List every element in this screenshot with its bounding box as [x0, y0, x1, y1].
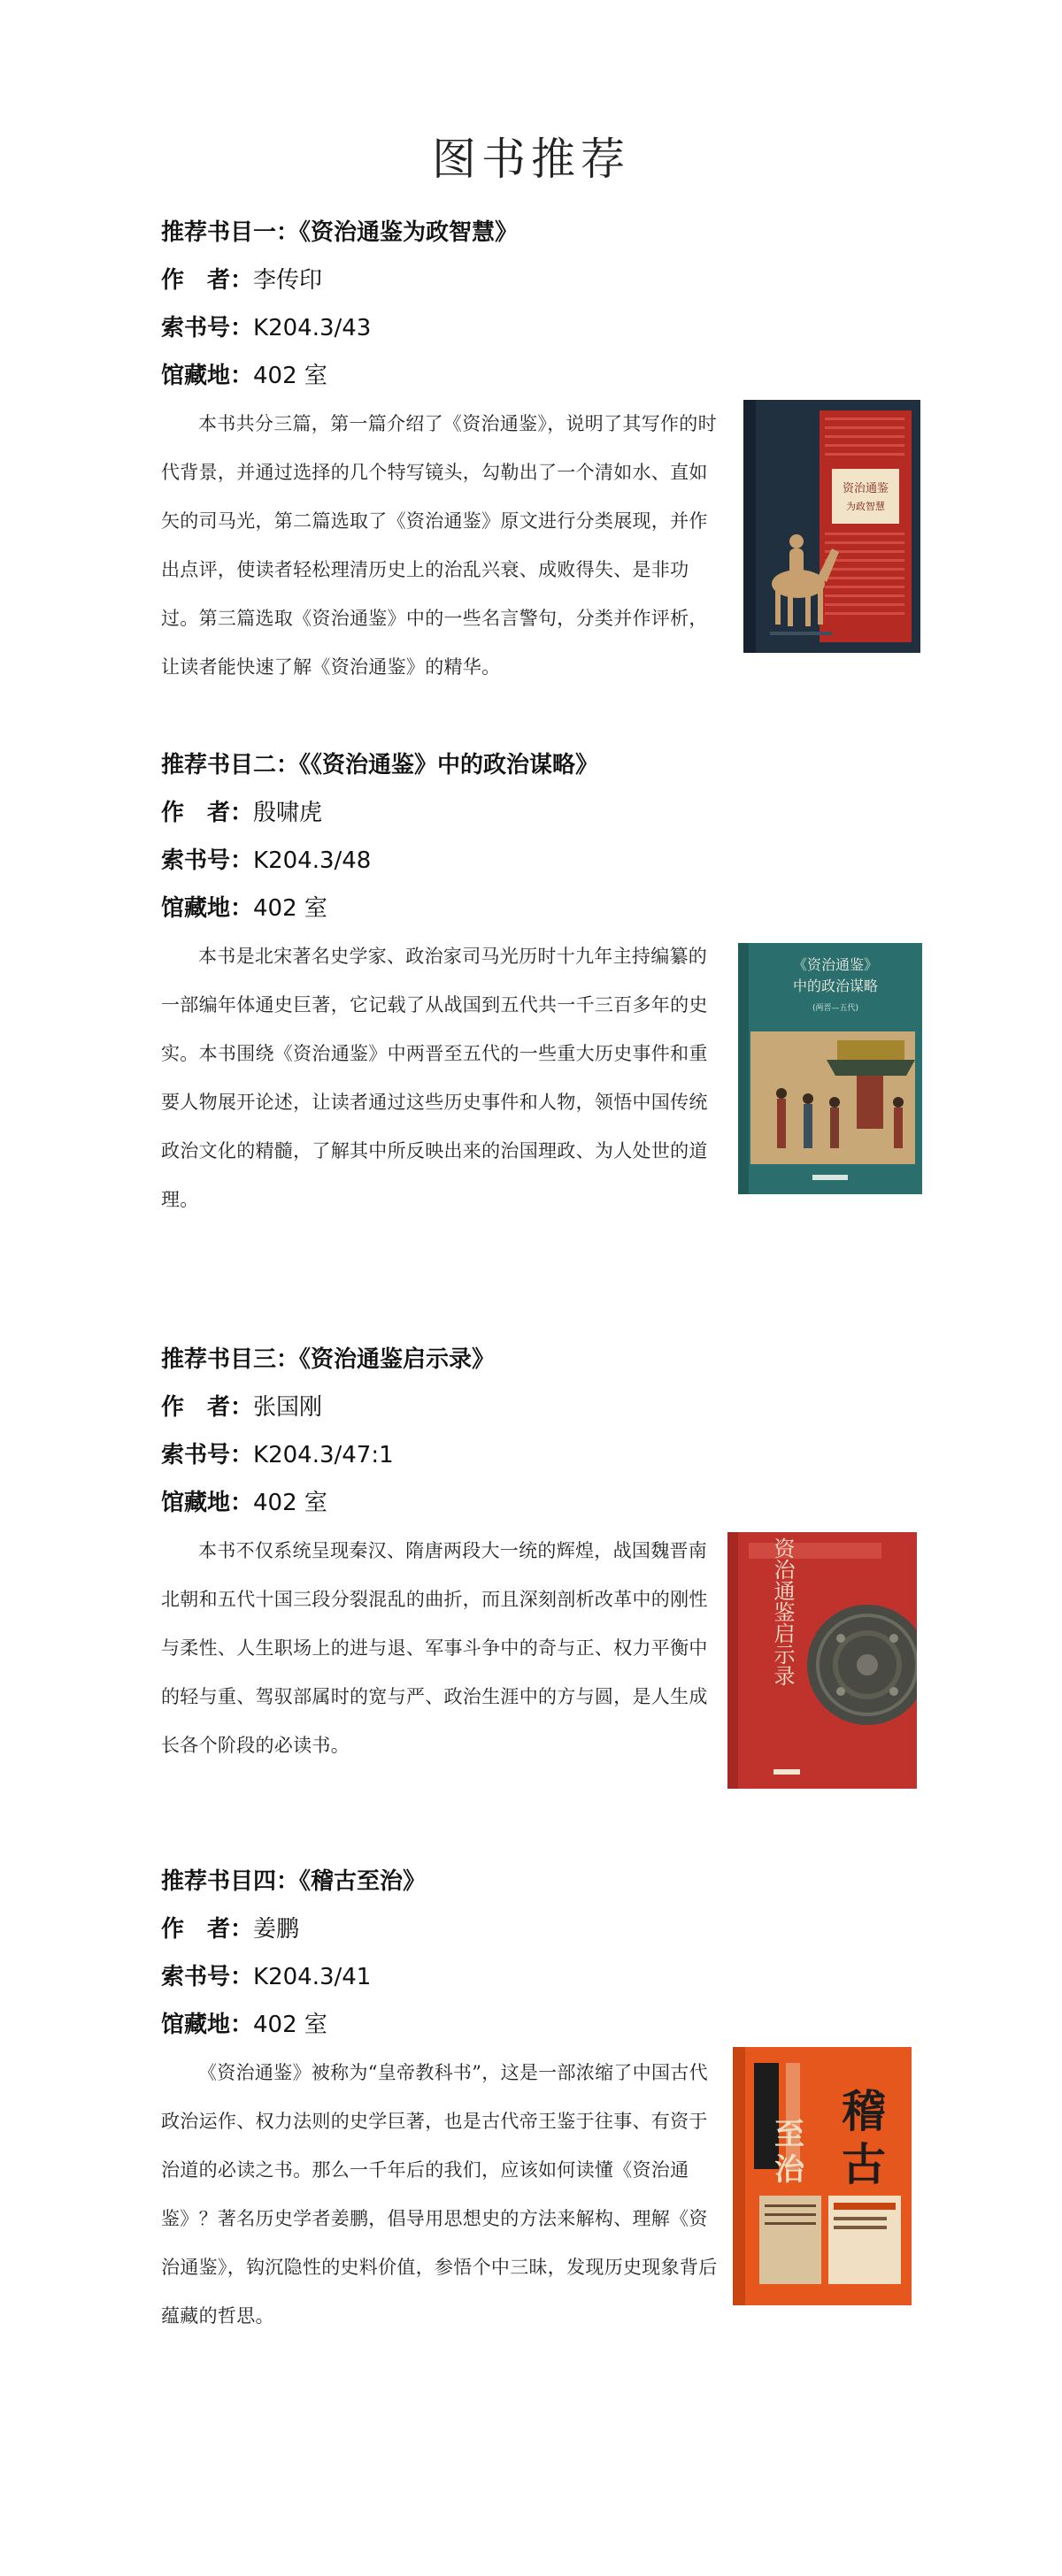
cover-title-line1: 资治通鉴 [842, 482, 889, 495]
call-number-label: 索书号： [161, 1442, 254, 1468]
location-value: 402 室 [253, 1490, 327, 1516]
cover-title-line1: 《资治通鉴》 [792, 956, 879, 973]
book-description: 本书是北宋著名史学家、政治家司马光历时十九年主持编纂的一部编年体通史巨著，它记载了从战国到五代共一千三百多年的史实。本书围绕《资治通鉴》中两晋至五代的一些重大历史事件和重要人物展开论述，让读者通过这些历史事件和人物，领悟中国传统政治文化的精髓，了解其中所反映出来的治国理政、为人处世的道理。 [161, 946, 708, 1210]
location-value: 402 室 [253, 363, 327, 389]
author-value: 张国刚 [253, 1394, 323, 1421]
call-number-label: 索书号： [161, 315, 254, 341]
location-label: 馆藏地： [161, 1490, 254, 1516]
page-title: 图书推荐 [432, 134, 630, 185]
author-value: 姜鹏 [253, 1916, 300, 1943]
book-heading: 推荐书目二：《《资治通鉴》中的政治谋略》 [161, 752, 599, 778]
call-number-line [161, 304, 922, 352]
book-description: 《资治通鉴》被称为“皇帝教科书”，这是一部浓缩了中国古代政治运作、权力法则的史学巨著，也是古代帝王鉴于往事、有资于治道的必读之书。那么一千年后的我们，应该如何读懂《资治通鉴》？著名历史学者姜鹏，倡导用思想史的方法来解构、理解《资治通鉴》，钩沉隐性的史料价值，参悟个中三昧，发现历史现象背后蕴藏的哲思。 [161, 2062, 718, 2327]
cover-char-4: 治 [774, 2152, 804, 2188]
location-value: 402 室 [253, 2012, 327, 2038]
book-entry-3 [161, 1336, 922, 1756]
location-value: 402 室 [253, 895, 327, 922]
cover-title-line2: 中的政治谋略 [792, 978, 879, 994]
book-entry-4 [161, 1858, 922, 2327]
author-label: 作 者： [161, 267, 254, 294]
author-line [161, 1905, 922, 1953]
author-line [161, 1384, 922, 1431]
cover-subtitle: (两晋—五代) [812, 1004, 859, 1013]
book-description: 本书不仅系统呈现秦汉、隋唐两段大一统的辉煌，战国魏晋南北朝和五代十国三段分裂混乱的曲折，而且深刻剖析改革中的刚性与柔性、人生职场上的进与退、军事斗争中的奇与正、权力平衡中的轻与重、驾驭部属时的宽与严、政治生涯中的方与圆，是人生成长各个阶段的必读书。 [161, 1540, 708, 1756]
author-line [161, 257, 922, 304]
cover-title-line2: 为政智慧 [846, 501, 885, 512]
book-cover-image [743, 400, 920, 653]
location-label: 馆藏地： [161, 2012, 254, 2038]
cover-title: 资治通鉴启示录 [770, 1537, 795, 1686]
location-label: 馆藏地： [161, 363, 254, 389]
cover-char-1: 稽 [842, 2085, 886, 2137]
call-number-value: K204.3/43 [253, 315, 372, 341]
author-value: 李传印 [253, 267, 323, 294]
call-number-value: K204.3/48 [253, 847, 372, 874]
call-number-line [161, 837, 922, 885]
book-heading: 推荐书目一：《资治通鉴为政智慧》 [161, 219, 519, 246]
call-number-line [161, 1953, 922, 2001]
book-cover-image [733, 2047, 912, 2305]
cover-char-3: 至 [774, 2117, 804, 2152]
call-number-line [161, 1431, 922, 1479]
book-entry-1 [161, 209, 922, 678]
location-label: 馆藏地： [161, 895, 254, 922]
author-label: 作 者： [161, 800, 254, 826]
call-number-value: K204.3/41 [253, 1964, 372, 1990]
book-cover-image [738, 943, 922, 1194]
book-entry-2 [161, 741, 922, 1210]
location-line [161, 352, 922, 400]
call-number-label: 索书号： [161, 1964, 254, 1990]
book-heading: 推荐书目三：《资治通鉴启示录》 [161, 1346, 496, 1373]
author-label: 作 者： [161, 1394, 254, 1421]
location-line [161, 2001, 922, 2049]
call-number-value: K204.3/47:1 [253, 1442, 394, 1468]
book-cover-image [727, 1532, 917, 1789]
location-line [161, 1479, 922, 1527]
author-label: 作 者： [161, 1916, 254, 1943]
author-value: 殷啸虎 [253, 800, 323, 826]
book-heading: 推荐书目四：《稽古至治》 [161, 1868, 427, 1895]
location-line [161, 885, 922, 932]
cover-char-2: 古 [842, 2138, 886, 2190]
book-description: 本书共分三篇，第一篇介绍了《资治通鉴》，说明了其写作的时代背景，并通过选择的几个特写镜头，勾勒出了一个清如水、直如矢的司马光，第二篇选取了《资治通鉴》原文进行分类展现，并作出点评，使读者轻松理清历史上的治乱兴衰、成败得失、是非功过。第三篇选取《资治通鉴》中的一些名言警句，分类并作评析，让读者能快速了解《资治通鉴》的精华。 [161, 413, 717, 678]
author-line [161, 789, 922, 837]
call-number-label: 索书号： [161, 847, 254, 874]
